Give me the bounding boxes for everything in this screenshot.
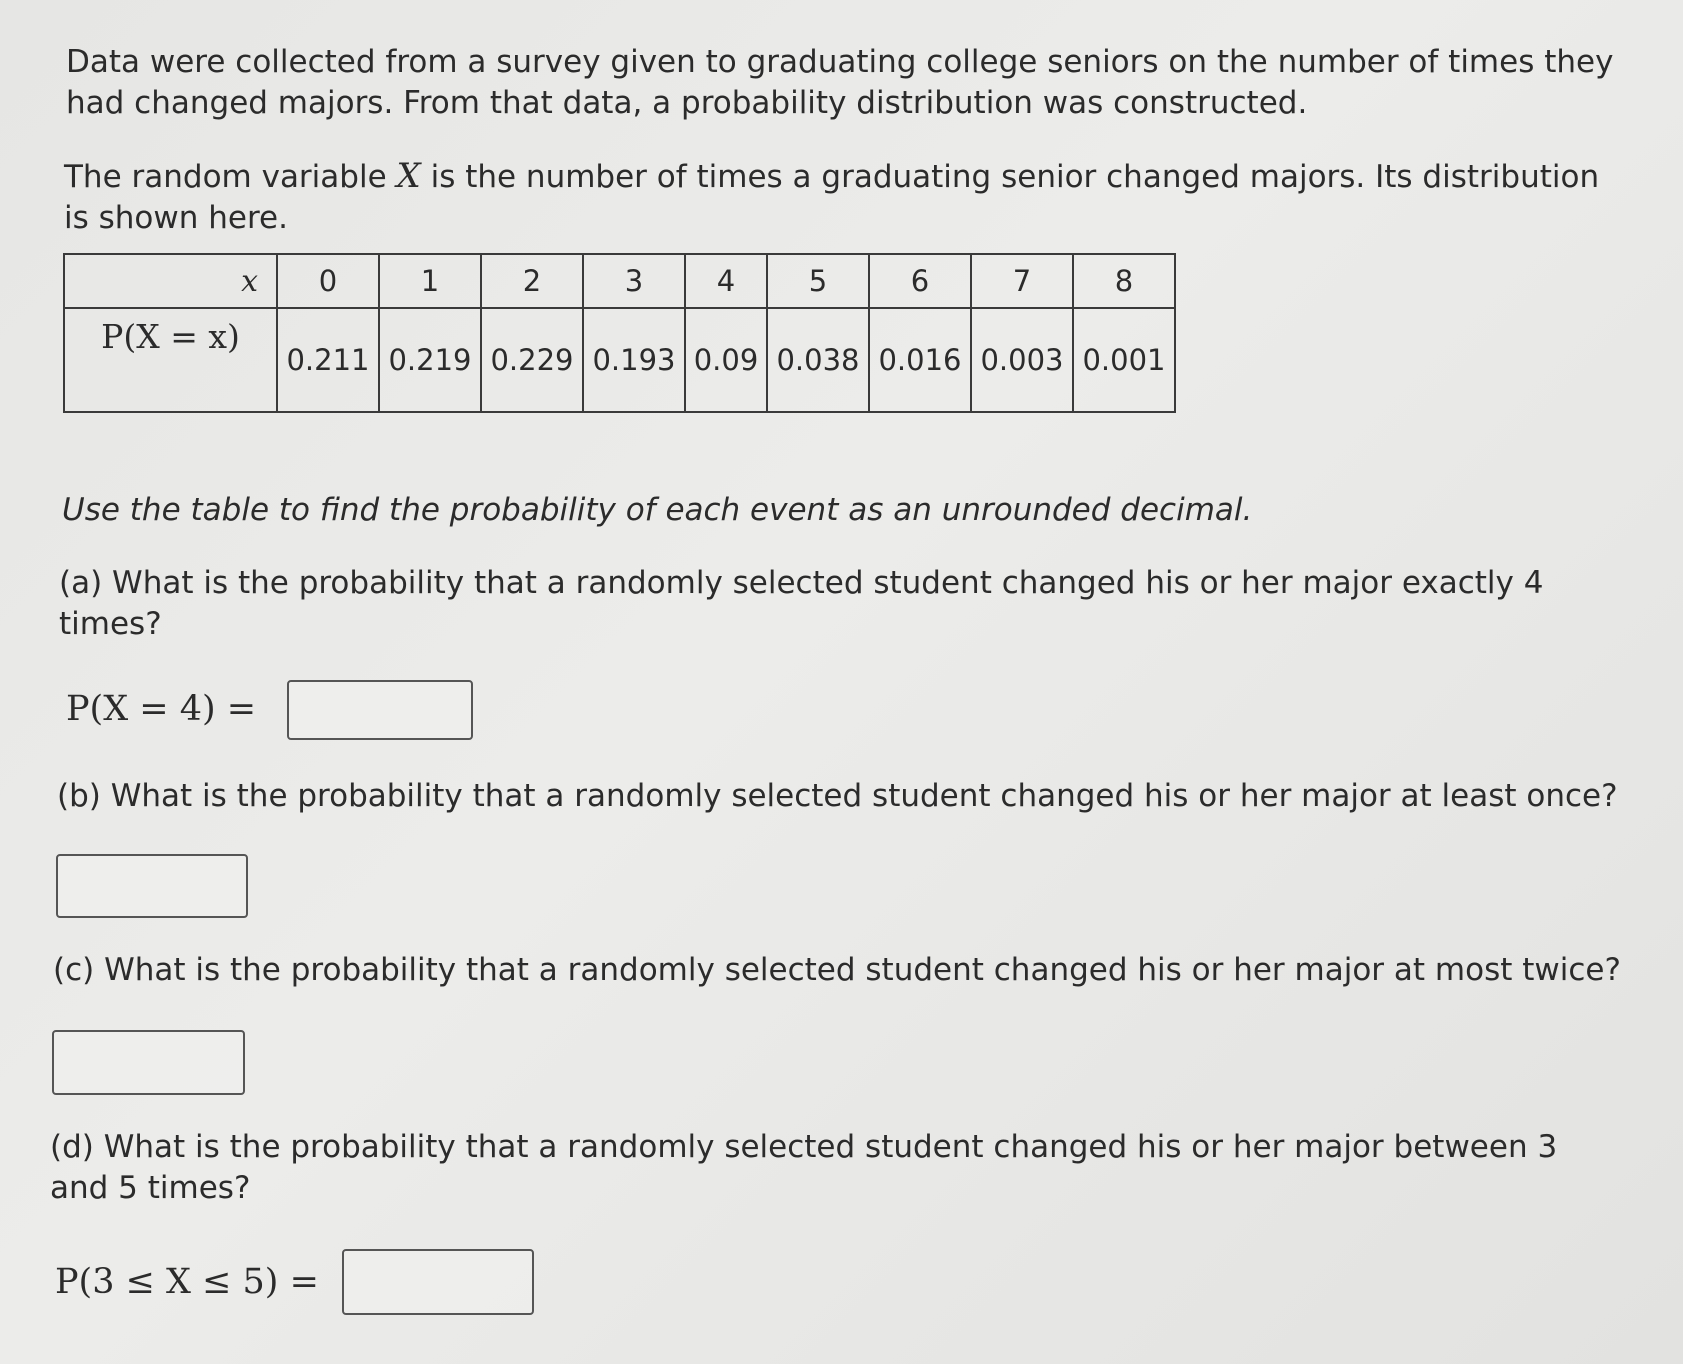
x-value-cell: 7 — [971, 254, 1073, 308]
probability-value-cell: 0.193 — [583, 308, 685, 412]
variable-text-post: is the number of times a graduating senior changed majors. Its distribution — [420, 159, 1600, 195]
variable-paragraph — [64, 156, 1599, 239]
table-row-probability — [64, 308, 1175, 412]
x-value-cell: 3 — [583, 254, 685, 308]
probability-value-cell: 0.229 — [481, 308, 583, 412]
intro-line-1: Data were collected from a survey given to graduating college seniors on the number of times they — [66, 44, 1614, 80]
variable-text-pre: The random variable — [64, 159, 397, 195]
question-a-line-2: times? — [59, 606, 162, 642]
distribution-table — [63, 253, 1176, 413]
x-header-cell: x — [64, 254, 277, 308]
answer-a-input[interactable] — [287, 680, 473, 740]
intro-line-2: had changed majors. From that data, a probability distribution was constructed. — [66, 85, 1308, 121]
probability-value-cell: 0.219 — [379, 308, 481, 412]
probability-value-cell: 0.09 — [685, 308, 767, 412]
question-a-line-1: (a) What is the probability that a randomly selected student changed his or her major exactly 4 — [59, 565, 1544, 601]
question-d-label: P(3 ≤ X ≤ 5) = — [55, 1262, 319, 1302]
x-value-cell: 6 — [869, 254, 971, 308]
answer-d-input[interactable] — [342, 1249, 534, 1315]
question-d-line-2: and 5 times? — [50, 1170, 251, 1206]
instruction-text: Use the table to find the probability of each event as an unrounded decimal. — [62, 492, 1253, 528]
answer-b-input[interactable] — [56, 854, 248, 918]
variable-line-2: is shown here. — [64, 200, 288, 236]
answer-c-input[interactable] — [52, 1030, 245, 1095]
x-value-cell: 1 — [379, 254, 481, 308]
question-a-text — [59, 563, 1543, 645]
probability-value-cell: 0.211 — [277, 308, 379, 412]
probability-value-cell: 0.038 — [767, 308, 869, 412]
variable-symbol: X — [396, 156, 421, 196]
probability-value-cell: 0.001 — [1073, 308, 1175, 412]
question-b-text — [57, 776, 1618, 817]
table-row-x — [64, 254, 1175, 308]
intro-paragraph — [66, 42, 1613, 124]
probability-value-cell: 0.016 — [869, 308, 971, 412]
question-c-line-1: (c) What is the probability that a randomly selected student changed his or her major at most twice? — [53, 952, 1621, 988]
question-d-text — [50, 1127, 1557, 1209]
x-value-cell: 5 — [767, 254, 869, 308]
question-a-label: P(X = 4) = — [66, 689, 257, 729]
x-value-cell: 2 — [481, 254, 583, 308]
x-value-cell: 8 — [1073, 254, 1175, 308]
probability-value-cell: 0.003 — [971, 308, 1073, 412]
question-c-text — [53, 950, 1621, 991]
question-d-line-1: (d) What is the probability that a randomly selected student changed his or her major between 3 — [50, 1129, 1558, 1165]
x-value-cell: 0 — [277, 254, 379, 308]
probability-header-cell: P(X = x) — [64, 308, 277, 412]
question-b-line-1: (b) What is the probability that a randomly selected student changed his or her major at least once? — [57, 778, 1618, 814]
x-value-cell: 4 — [685, 254, 767, 308]
